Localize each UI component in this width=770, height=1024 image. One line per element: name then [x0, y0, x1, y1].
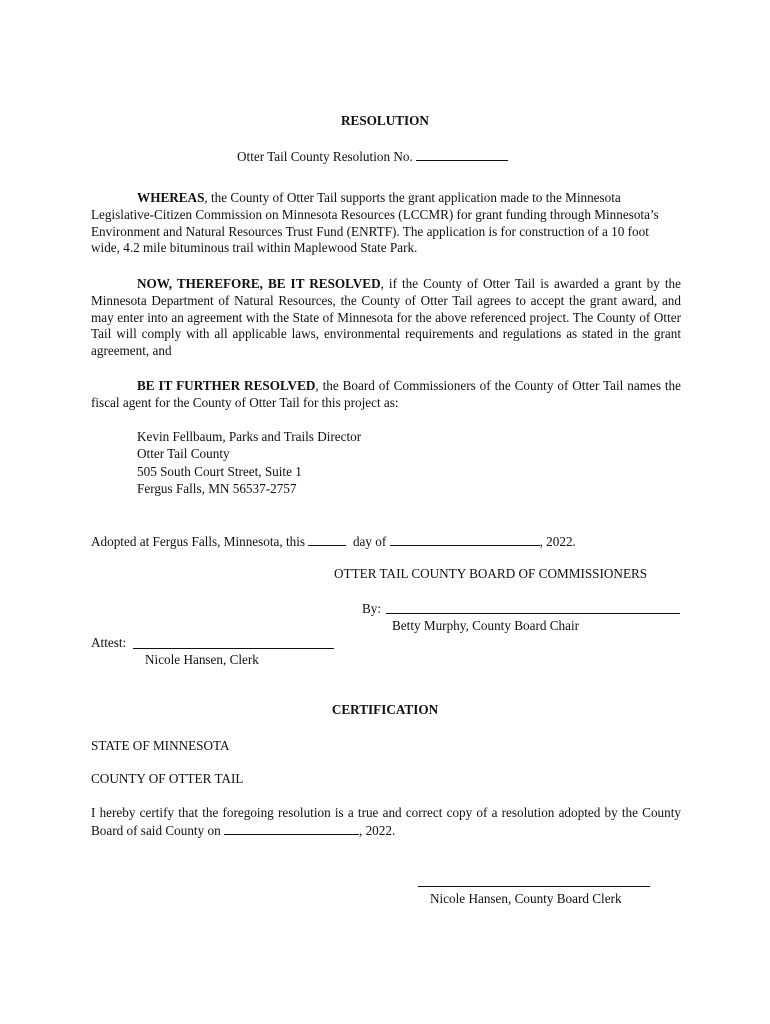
certify-text-2: , 2022.: [358, 822, 396, 838]
resolution-number-blank: [416, 148, 508, 161]
clerk-signature-line: [418, 886, 650, 887]
further-text: , the Board of Commissioners of the County of Otter Tail names the fiscal agent for the County of Otter Tail for this project as:: [91, 378, 681, 410]
attest-signature-line: [133, 648, 334, 649]
board-name: OTTER TAIL COUNTY BOARD OF COMMISSIONERS: [334, 566, 648, 581]
resolution-number-label: Otter Tail County Resolution No.: [237, 149, 413, 164]
adopted-text-1: Adopted at Fergus Falls, Minnesota, this: [91, 534, 306, 549]
resolution-number: [237, 148, 508, 166]
further-paragraph: [91, 378, 681, 412]
by-label: By:: [362, 601, 382, 616]
certify-paragraph: [91, 805, 681, 840]
address-line-4: Fergus Falls, MN 56537-2757: [137, 480, 297, 496]
resolution-title: RESOLUTION: [341, 113, 429, 128]
adopted-text-3: , 2022.: [539, 534, 576, 549]
chair-signature-line: [386, 613, 680, 614]
adopted-month-blank: [390, 533, 540, 546]
attest-label: Attest:: [91, 635, 127, 650]
certification-title: CERTIFICATION: [331, 702, 439, 717]
clerk-name: Nicole Hansen, Clerk: [145, 652, 259, 667]
further-lead: BE IT FURTHER RESOLVED: [137, 378, 316, 393]
certify-date-blank: [224, 822, 359, 835]
county-heading: COUNTY OF OTTER TAIL: [91, 771, 244, 786]
county-clerk-name: Nicole Hansen, County Board Clerk: [430, 891, 622, 906]
whereas-lead: WHEREAS: [137, 190, 205, 205]
address-line-2: Otter Tail County: [137, 446, 230, 462]
resolved-paragraph: [91, 276, 681, 360]
certify-text-1: I hereby certify that the foregoing resolution is a true and correct copy of a resolution adopted by the County Board of said County on: [91, 805, 681, 838]
address-line-3: 505 South Court Street, Suite 1: [137, 463, 302, 479]
chair-name: Betty Murphy, County Board Chair: [392, 618, 580, 633]
whereas-text: , the County of Otter Tail supports the grant application made to the Minnesota Legislative-Citizen Commission on Minnesota Resources (LCCMR) for grant funding through Minnesota’s Environment and Natural Resources Trust Fund (ENRTF). The application is for construction of a 10 foot wide, 4.2 mile bituminous trail within Maplewood State Park.: [91, 190, 659, 256]
resolved-lead: NOW, THEREFORE, BE IT RESOLVED: [137, 276, 381, 291]
whereas-paragraph: [91, 190, 681, 257]
adopted-text-2: day of: [352, 534, 387, 549]
state-heading: STATE OF MINNESOTA: [91, 738, 230, 753]
adopted-day-blank: [308, 533, 346, 546]
fiscal-agent-address: [137, 429, 361, 498]
resolved-text: , if the County of Otter Tail is awarded a grant by the Minnesota Department of Natural Resources, the County of Otter Tail agrees to accept the grant award, and may enter into an agreement with the State of Minnesota for the above referenced project. The County of Otter Tail will comply with all applicable laws, environmental requirements and regulations as stated in the grant agreement, and: [91, 276, 681, 359]
address-line-1: Kevin Fellbaum, Parks and Trails Director: [137, 429, 362, 444]
adopted-line: [91, 533, 576, 551]
